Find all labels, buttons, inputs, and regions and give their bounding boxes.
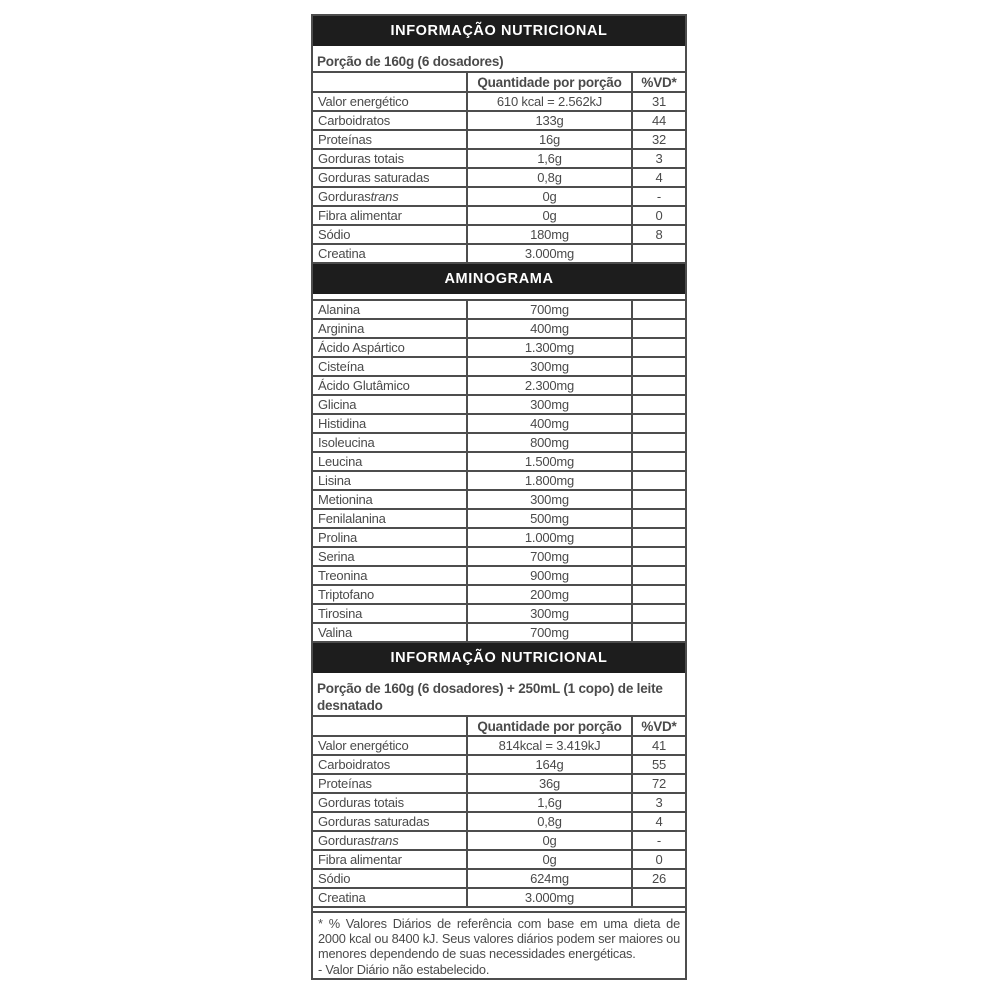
nutrient-dv: 8 bbox=[631, 226, 685, 243]
nutrient-quantity: 300mg bbox=[466, 358, 631, 375]
nutrient-dv bbox=[631, 245, 685, 262]
section-title-bar-2: INFORMAÇÃO NUTRICIONAL bbox=[313, 643, 685, 673]
table-row bbox=[313, 245, 685, 264]
aminogram-title-bar: AMINOGRAMA bbox=[313, 264, 685, 294]
column-header-blank bbox=[313, 73, 466, 91]
nutrient-name: Sódio bbox=[318, 871, 351, 886]
table-row bbox=[313, 813, 685, 832]
nutrient-dv bbox=[631, 548, 685, 565]
nutrient-name: Triptofano bbox=[318, 587, 375, 602]
nutrition-facts-section-2 bbox=[313, 678, 685, 908]
nutrient-quantity: 1,6g bbox=[466, 150, 631, 167]
daily-value-not-established-note: - Valor Diário não estabelecido. bbox=[318, 961, 490, 977]
nutrient-name: Ácido Aspártico bbox=[318, 340, 405, 355]
nutrient-name: Cisteína bbox=[318, 359, 365, 374]
aminogram-rows bbox=[313, 299, 685, 643]
nutrient-quantity: 0g bbox=[466, 832, 631, 849]
table-row bbox=[313, 624, 685, 643]
nutrient-quantity: 300mg bbox=[466, 605, 631, 622]
nutrient-quantity: 1.800mg bbox=[466, 472, 631, 489]
nutrient-quantity: 800mg bbox=[466, 434, 631, 451]
nutrient-dv bbox=[631, 301, 685, 318]
table-row bbox=[313, 529, 685, 548]
nutrient-name: Creatina bbox=[318, 246, 366, 261]
nutrient-name: Proteínas bbox=[318, 132, 372, 147]
nutrient-name: Valor energético bbox=[318, 738, 409, 753]
table-row bbox=[313, 377, 685, 396]
nutrient-name: Serina bbox=[318, 549, 355, 564]
table-row bbox=[313, 775, 685, 794]
nutrient-name: Tirosina bbox=[318, 606, 363, 621]
nutrition-facts-section-1 bbox=[313, 51, 685, 264]
nutrient-dv: 4 bbox=[631, 813, 685, 830]
nutrient-dv bbox=[631, 415, 685, 432]
nutrient-quantity: 1.000mg bbox=[466, 529, 631, 546]
nutrient-quantity: 700mg bbox=[466, 624, 631, 641]
nutrition-rows-2 bbox=[313, 737, 685, 908]
nutrient-quantity: 300mg bbox=[466, 491, 631, 508]
nutrient-name: Creatina bbox=[318, 890, 366, 905]
nutrient-dv bbox=[631, 339, 685, 356]
nutrient-name: Glicina bbox=[318, 397, 357, 412]
nutrient-name: Isoleucina bbox=[318, 435, 375, 450]
table-row bbox=[313, 93, 685, 112]
nutrient-dv: 3 bbox=[631, 794, 685, 811]
nutrient-name: Valor energético bbox=[318, 94, 409, 109]
serving-size-with-milk: Porção de 160g (6 dosadores) + 250mL (1 copo) de leite desnatado bbox=[313, 678, 685, 717]
daily-values-reference-text: * % Valores Diários de referência com base em uma dieta de 2000 kcal ou 8400 kJ. Seus valores diários podem ser maiores ou menores dependendo de suas necessidades energéticas. bbox=[318, 916, 680, 962]
table-row bbox=[313, 889, 685, 908]
nutrient-name: Valina bbox=[318, 625, 352, 640]
nutrient-dv bbox=[631, 586, 685, 603]
nutrient-quantity: 400mg bbox=[466, 415, 631, 432]
nutrient-quantity: 3.000mg bbox=[466, 889, 631, 906]
table-row bbox=[313, 472, 685, 491]
nutrient-name: Arginina bbox=[318, 321, 365, 336]
nutrient-name: Histidina bbox=[318, 416, 367, 431]
nutrient-dv bbox=[631, 358, 685, 375]
nutrient-dv bbox=[631, 320, 685, 337]
table-row bbox=[313, 491, 685, 510]
table-row bbox=[313, 510, 685, 529]
nutrient-dv: 32 bbox=[631, 131, 685, 148]
nutrient-dv: 55 bbox=[631, 756, 685, 773]
nutrient-dv: 31 bbox=[631, 93, 685, 110]
table-row bbox=[313, 301, 685, 320]
nutrient-dv: 0 bbox=[631, 207, 685, 224]
footnote bbox=[313, 911, 685, 978]
nutrient-name: Metionina bbox=[318, 492, 373, 507]
table-row bbox=[313, 737, 685, 756]
nutrient-quantity: 200mg bbox=[466, 586, 631, 603]
nutrient-dv bbox=[631, 510, 685, 527]
nutrient-dv bbox=[631, 396, 685, 413]
serving-size: Porção de 160g (6 dosadores) bbox=[313, 51, 685, 73]
nutrient-quantity: 1,6g bbox=[466, 794, 631, 811]
nutrient-name: Alanina bbox=[318, 302, 360, 317]
nutrient-dv: 72 bbox=[631, 775, 685, 792]
nutrient-name: Sódio bbox=[318, 227, 351, 242]
nutrient-dv: 44 bbox=[631, 112, 685, 129]
table-row bbox=[313, 226, 685, 245]
table-row bbox=[313, 870, 685, 889]
table-row bbox=[313, 756, 685, 775]
table-row bbox=[313, 358, 685, 377]
nutrient-quantity: 610 kcal = 2.562kJ bbox=[466, 93, 631, 110]
column-header-row bbox=[313, 73, 685, 93]
table-row bbox=[313, 851, 685, 870]
nutrient-name: Gorduras totais bbox=[318, 151, 404, 166]
nutrient-quantity: 0,8g bbox=[466, 169, 631, 186]
nutrient-quantity: 814kcal = 3.419kJ bbox=[466, 737, 631, 754]
nutrient-quantity: 624mg bbox=[466, 870, 631, 887]
nutrient-name: Prolina bbox=[318, 530, 358, 545]
nutrient-quantity: 900mg bbox=[466, 567, 631, 584]
table-row bbox=[313, 832, 685, 851]
nutrient-name: Treonina bbox=[318, 568, 368, 583]
nutrition-rows bbox=[313, 93, 685, 264]
nutrient-dv: - bbox=[631, 832, 685, 849]
nutrient-quantity: 700mg bbox=[466, 301, 631, 318]
table-row bbox=[313, 131, 685, 150]
nutrient-quantity: 1.300mg bbox=[466, 339, 631, 356]
nutrient-quantity: 0g bbox=[466, 207, 631, 224]
column-header-blank bbox=[313, 717, 466, 735]
nutrient-dv bbox=[631, 453, 685, 470]
table-row bbox=[313, 794, 685, 813]
nutrient-quantity: 300mg bbox=[466, 396, 631, 413]
nutrient-dv bbox=[631, 377, 685, 394]
table-row bbox=[313, 112, 685, 131]
nutrient-quantity: 1.500mg bbox=[466, 453, 631, 470]
table-row bbox=[313, 605, 685, 624]
nutrient-name: Carboidratos bbox=[318, 113, 391, 128]
nutrition-label bbox=[311, 14, 687, 980]
nutrient-name: Lisina bbox=[318, 473, 351, 488]
nutrient-name: Gorduras totais bbox=[318, 795, 404, 810]
table-row bbox=[313, 415, 685, 434]
nutrient-quantity: 133g bbox=[466, 112, 631, 129]
column-header-quantity: Quantidade por porção bbox=[466, 717, 631, 735]
nutrient-dv bbox=[631, 605, 685, 622]
aminogram-section bbox=[313, 299, 685, 643]
nutrient-dv: 3 bbox=[631, 150, 685, 167]
nutrient-dv: - bbox=[631, 188, 685, 205]
nutrient-dv: 26 bbox=[631, 870, 685, 887]
table-row bbox=[313, 567, 685, 586]
table-row bbox=[313, 453, 685, 472]
table-row bbox=[313, 320, 685, 339]
nutrient-quantity: 180mg bbox=[466, 226, 631, 243]
nutrient-quantity: 16g bbox=[466, 131, 631, 148]
table-row bbox=[313, 339, 685, 358]
table-row bbox=[313, 586, 685, 605]
nutrient-name: Fibra alimentar bbox=[318, 852, 402, 867]
column-header-dv: %VD* bbox=[631, 717, 685, 735]
nutrient-quantity: 0,8g bbox=[466, 813, 631, 830]
nutrient-quantity: 2.300mg bbox=[466, 377, 631, 394]
nutrient-name: Fenilalanina bbox=[318, 511, 386, 526]
nutrient-dv: 4 bbox=[631, 169, 685, 186]
nutrient-dv bbox=[631, 472, 685, 489]
nutrient-dv bbox=[631, 567, 685, 584]
nutrient-name: Fibra alimentar bbox=[318, 208, 402, 223]
nutrient-dv bbox=[631, 529, 685, 546]
nutrient-dv bbox=[631, 624, 685, 641]
nutrient-quantity: 36g bbox=[466, 775, 631, 792]
table-row bbox=[313, 396, 685, 415]
nutrient-name: Gorduras saturadas bbox=[318, 170, 430, 185]
table-row bbox=[313, 188, 685, 207]
nutrient-quantity: 164g bbox=[466, 756, 631, 773]
table-row bbox=[313, 150, 685, 169]
column-header-quantity: Quantidade por porção bbox=[466, 73, 631, 91]
table-row bbox=[313, 434, 685, 453]
table-row bbox=[313, 207, 685, 226]
column-header-row-2 bbox=[313, 717, 685, 737]
nutrient-name: Carboidratos bbox=[318, 757, 391, 772]
nutrient-quantity: 0g bbox=[466, 851, 631, 868]
nutrient-dv bbox=[631, 889, 685, 906]
column-header-dv: %VD* bbox=[631, 73, 685, 91]
nutrient-name: Proteínas bbox=[318, 776, 372, 791]
nutrient-dv: 0 bbox=[631, 851, 685, 868]
nutrient-dv bbox=[631, 491, 685, 508]
nutrient-name: Gorduras trans bbox=[318, 833, 399, 848]
nutrient-quantity: 0g bbox=[466, 188, 631, 205]
section-title-bar: INFORMAÇÃO NUTRICIONAL bbox=[313, 16, 685, 46]
nutrient-dv bbox=[631, 434, 685, 451]
table-row bbox=[313, 548, 685, 567]
nutrient-quantity: 500mg bbox=[466, 510, 631, 527]
nutrient-name: Gorduras saturadas bbox=[318, 814, 430, 829]
nutrient-quantity: 400mg bbox=[466, 320, 631, 337]
nutrient-quantity: 700mg bbox=[466, 548, 631, 565]
nutrient-quantity: 3.000mg bbox=[466, 245, 631, 262]
nutrient-dv: 41 bbox=[631, 737, 685, 754]
table-row bbox=[313, 169, 685, 188]
nutrient-name: Leucina bbox=[318, 454, 363, 469]
nutrient-name: Gorduras trans bbox=[318, 189, 399, 204]
nutrient-name: Ácido Glutâmico bbox=[318, 378, 410, 393]
